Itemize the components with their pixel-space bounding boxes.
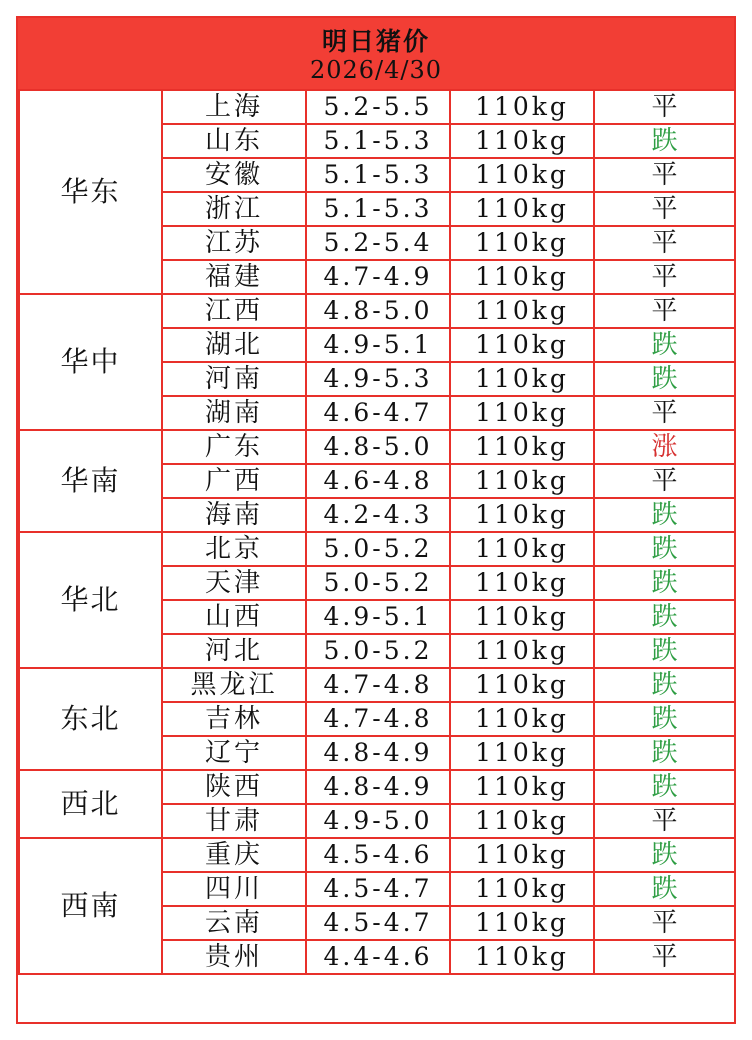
- weight-cell: 110kg: [450, 566, 594, 600]
- weight-cell: 110kg: [450, 328, 594, 362]
- price-cell: 5.0-5.2: [306, 566, 450, 600]
- price-cell: 4.5-4.7: [306, 872, 450, 906]
- price-cell: 4.9-5.3: [306, 362, 450, 396]
- province-cell: 云南: [162, 906, 306, 940]
- price-cell: 4.9-5.0: [306, 804, 450, 838]
- table-row: [19, 770, 735, 804]
- province-cell: 甘肃: [162, 804, 306, 838]
- province-cell: 浙江: [162, 192, 306, 226]
- province-cell: 山东: [162, 124, 306, 158]
- province-cell: 山西: [162, 600, 306, 634]
- province-cell: 江苏: [162, 226, 306, 260]
- trend-cell: 平: [594, 464, 735, 498]
- trend-cell: 跌: [594, 532, 735, 566]
- page-title: 明日猪价: [321, 27, 430, 56]
- price-cell: 4.9-5.1: [306, 600, 450, 634]
- trend-cell: 平: [594, 940, 735, 974]
- price-cell: 4.8-4.9: [306, 770, 450, 804]
- province-cell: 北京: [162, 532, 306, 566]
- price-cell: 4.5-4.7: [306, 906, 450, 940]
- weight-cell: 110kg: [450, 158, 594, 192]
- province-cell: 广西: [162, 464, 306, 498]
- weight-cell: 110kg: [450, 600, 594, 634]
- trend-cell: 跌: [594, 770, 735, 804]
- price-cell: 4.9-5.1: [306, 328, 450, 362]
- weight-cell: 110kg: [450, 668, 594, 702]
- price-sheet: [16, 16, 736, 1024]
- trend-cell: 跌: [594, 872, 735, 906]
- trend-cell: 平: [594, 804, 735, 838]
- price-cell: 4.7-4.8: [306, 668, 450, 702]
- weight-cell: 110kg: [450, 430, 594, 464]
- price-cell: 5.0-5.2: [306, 532, 450, 566]
- trend-cell: 跌: [594, 634, 735, 668]
- trend-cell: 跌: [594, 702, 735, 736]
- region-cell: 华中: [19, 294, 162, 430]
- table-row: [19, 668, 735, 702]
- price-cell: 4.7-4.9: [306, 260, 450, 294]
- weight-cell: 110kg: [450, 906, 594, 940]
- weight-cell: 110kg: [450, 498, 594, 532]
- region-cell: 华北: [19, 532, 162, 668]
- weight-cell: 110kg: [450, 702, 594, 736]
- price-cell: 4.8-5.0: [306, 294, 450, 328]
- trend-cell: 跌: [594, 362, 735, 396]
- weight-cell: 110kg: [450, 872, 594, 906]
- weight-cell: 110kg: [450, 192, 594, 226]
- province-cell: 安徽: [162, 158, 306, 192]
- weight-cell: 110kg: [450, 90, 594, 124]
- region-cell: 华东: [19, 90, 162, 294]
- province-cell: 广东: [162, 430, 306, 464]
- trend-cell: 跌: [594, 498, 735, 532]
- price-cell: 5.1-5.3: [306, 158, 450, 192]
- trend-cell: 平: [594, 906, 735, 940]
- province-cell: 吉林: [162, 702, 306, 736]
- price-cell: 5.1-5.3: [306, 192, 450, 226]
- trend-cell: 跌: [594, 838, 735, 872]
- province-cell: 贵州: [162, 940, 306, 974]
- price-cell: 4.8-4.9: [306, 736, 450, 770]
- price-cell: 5.2-5.4: [306, 226, 450, 260]
- table-row: [19, 838, 735, 872]
- province-cell: 陕西: [162, 770, 306, 804]
- trend-cell: 平: [594, 158, 735, 192]
- trend-cell: 跌: [594, 668, 735, 702]
- price-table: [18, 89, 736, 975]
- trend-cell: 平: [594, 226, 735, 260]
- weight-cell: 110kg: [450, 124, 594, 158]
- province-cell: 四川: [162, 872, 306, 906]
- province-cell: 河南: [162, 362, 306, 396]
- price-cell: 5.0-5.2: [306, 634, 450, 668]
- weight-cell: 110kg: [450, 226, 594, 260]
- province-cell: 河北: [162, 634, 306, 668]
- price-cell: 5.1-5.3: [306, 124, 450, 158]
- province-cell: 海南: [162, 498, 306, 532]
- province-cell: 湖北: [162, 328, 306, 362]
- table-row: [19, 532, 735, 566]
- weight-cell: 110kg: [450, 838, 594, 872]
- weight-cell: 110kg: [450, 260, 594, 294]
- table-row: [19, 430, 735, 464]
- trend-cell: 跌: [594, 566, 735, 600]
- date-label: 2026/4/30: [309, 56, 443, 84]
- weight-cell: 110kg: [450, 770, 594, 804]
- price-cell: 5.2-5.5: [306, 90, 450, 124]
- price-cell: 4.8-5.0: [306, 430, 450, 464]
- weight-cell: 110kg: [450, 940, 594, 974]
- price-cell: 4.4-4.6: [306, 940, 450, 974]
- trend-cell: 平: [594, 90, 735, 124]
- trend-cell: 平: [594, 192, 735, 226]
- weight-cell: 110kg: [450, 634, 594, 668]
- province-cell: 湖南: [162, 396, 306, 430]
- weight-cell: 110kg: [450, 464, 594, 498]
- province-cell: 江西: [162, 294, 306, 328]
- weight-cell: 110kg: [450, 294, 594, 328]
- weight-cell: 110kg: [450, 532, 594, 566]
- province-cell: 上海: [162, 90, 306, 124]
- price-cell: 4.6-4.8: [306, 464, 450, 498]
- trend-cell: 平: [594, 260, 735, 294]
- table-row: [19, 90, 735, 124]
- price-cell: 4.7-4.8: [306, 702, 450, 736]
- trend-cell: 平: [594, 396, 735, 430]
- price-cell: 4.5-4.6: [306, 838, 450, 872]
- trend-cell: 跌: [594, 328, 735, 362]
- table-row: [19, 294, 735, 328]
- header-banner: [18, 18, 734, 89]
- province-cell: 福建: [162, 260, 306, 294]
- weight-cell: 110kg: [450, 736, 594, 770]
- price-cell: 4.6-4.7: [306, 396, 450, 430]
- trend-cell: 跌: [594, 124, 735, 158]
- province-cell: 黑龙江: [162, 668, 306, 702]
- province-cell: 天津: [162, 566, 306, 600]
- region-cell: 华南: [19, 430, 162, 532]
- trend-cell: 涨: [594, 430, 735, 464]
- price-table-body: [19, 90, 735, 974]
- trend-cell: 平: [594, 294, 735, 328]
- weight-cell: 110kg: [450, 396, 594, 430]
- region-cell: 西南: [19, 838, 162, 974]
- weight-cell: 110kg: [450, 362, 594, 396]
- trend-cell: 跌: [594, 736, 735, 770]
- weight-cell: 110kg: [450, 804, 594, 838]
- province-cell: 辽宁: [162, 736, 306, 770]
- price-cell: 4.2-4.3: [306, 498, 450, 532]
- province-cell: 重庆: [162, 838, 306, 872]
- region-cell: 西北: [19, 770, 162, 838]
- region-cell: 东北: [19, 668, 162, 770]
- trend-cell: 跌: [594, 600, 735, 634]
